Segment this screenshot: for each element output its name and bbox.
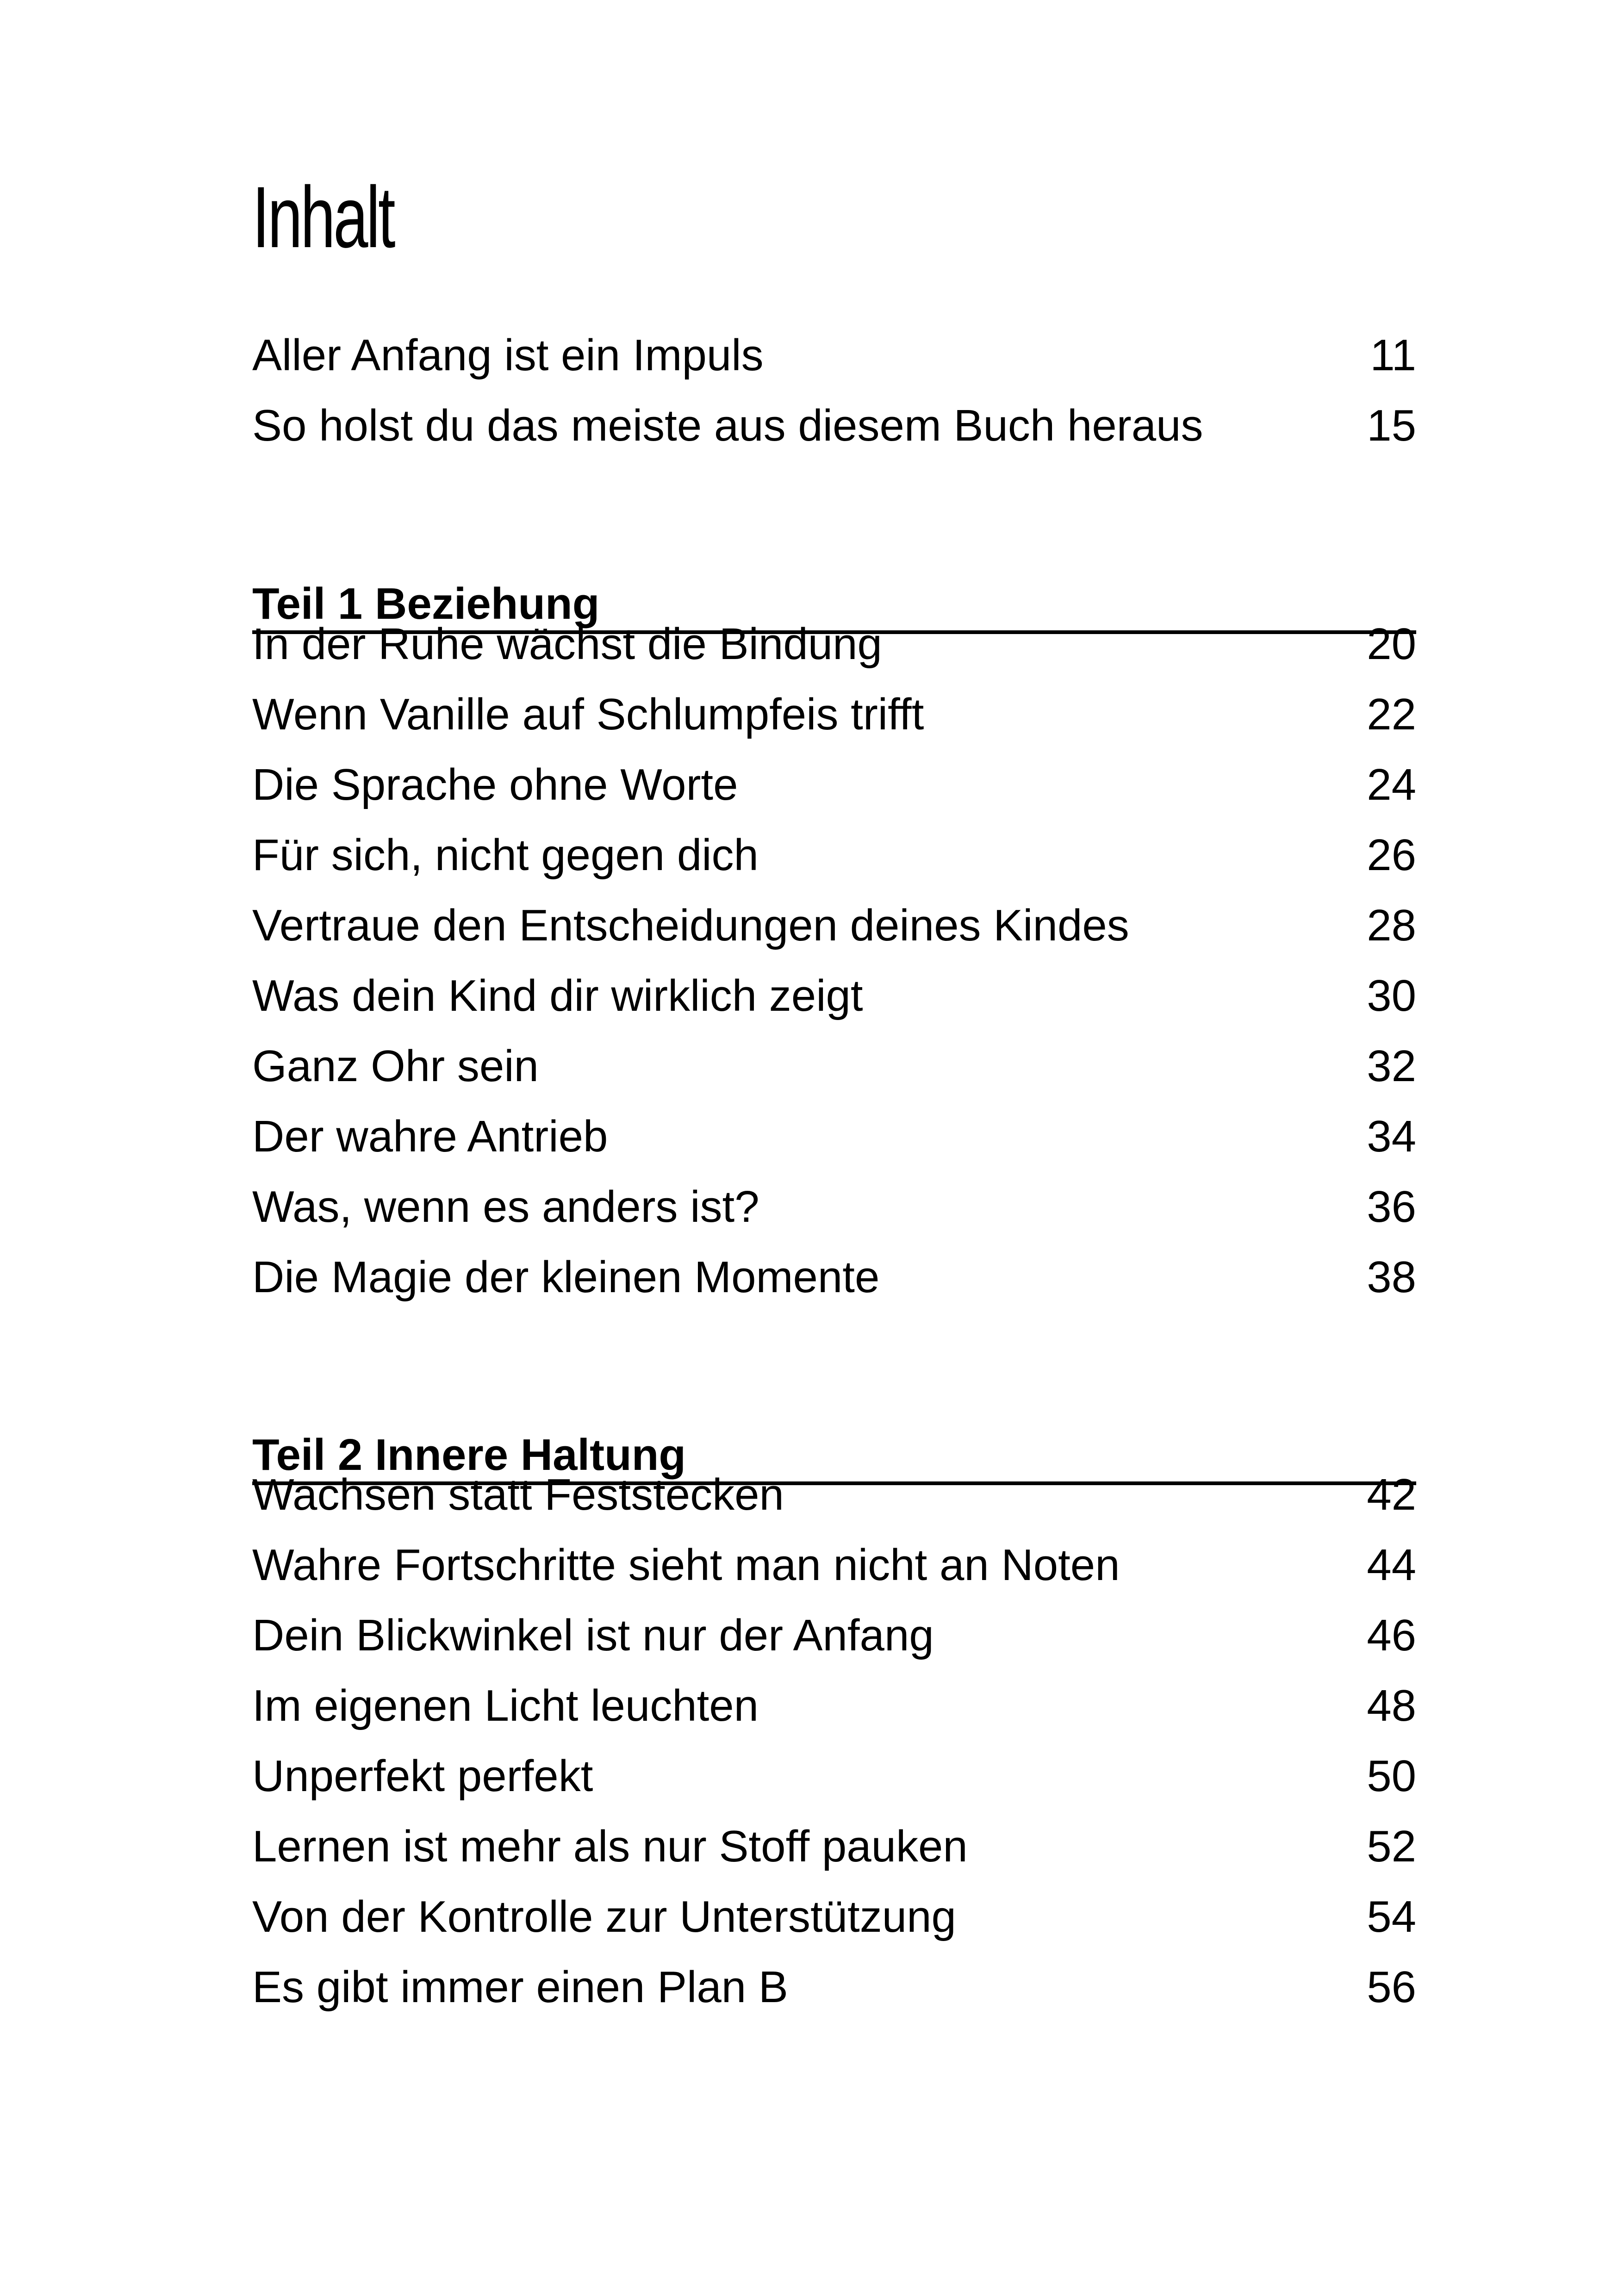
toc-entry [252, 1179, 1416, 1235]
toc-entry [252, 898, 1416, 953]
toc-entry-title: Von der Kontrolle zur Unterstützung [252, 1892, 956, 1941]
section-heading-teil-1: Teil 1 Beziehung [252, 579, 1416, 634]
toc-entry-title: So holst du das meiste aus diesem Buch heraus [252, 401, 1203, 450]
toc-entry-page-number: 54 [1367, 1892, 1416, 1941]
toc-entry-title: Für sich, nicht gegen dich [252, 830, 759, 880]
toc-entry-title: Wenn Vanille auf Schlumpfeis trifft [252, 690, 924, 739]
toc-entry [252, 1608, 1416, 1663]
toc-entry-page-number: 34 [1367, 1112, 1416, 1161]
toc-entry [252, 1748, 1416, 1804]
toc-entry-page-number: 11 [1370, 330, 1416, 380]
toc-entry [252, 1250, 1416, 1305]
toc-entry-title: Im eigenen Licht leuchten [252, 1681, 759, 1730]
toc-entry-page-number: 56 [1367, 1962, 1416, 2012]
toc-entry-page-number: 46 [1367, 1611, 1416, 1660]
toc-entry [252, 687, 1416, 742]
toc-entry-page-number: 26 [1367, 830, 1416, 880]
toc-entry-title: Die Magie der kleinen Momente [252, 1252, 880, 1302]
toc-entry-title: Wahre Fortschritte sieht man nicht an Noten [252, 1540, 1120, 1590]
toc-entry-title: Lernen ist mehr als nur Stoff pauken [252, 1822, 968, 1871]
toc-entry [252, 1039, 1416, 1094]
toc-entry-intro-2 [252, 398, 1416, 454]
toc-entry-page-number: 32 [1367, 1041, 1416, 1091]
toc-entry [252, 1467, 1416, 1523]
toc-entry-page-number: 22 [1367, 690, 1416, 739]
toc-entry-title: Unperfekt perfekt [252, 1751, 593, 1801]
toc-entry-page-number: 42 [1367, 1470, 1416, 1519]
toc-entry-page-number: 52 [1367, 1822, 1416, 1871]
toc-entry-page-number: 28 [1367, 901, 1416, 950]
toc-entry-title: Dein Blickwinkel ist nur der Anfang [252, 1611, 934, 1660]
toc-entry [252, 616, 1416, 672]
toc-entry [252, 968, 1416, 1024]
toc-entry-page-number: 24 [1367, 760, 1416, 809]
toc-entry-title: Ganz Ohr sein [252, 1041, 539, 1091]
toc-entry-page-number: 38 [1367, 1252, 1416, 1302]
toc-entry [252, 1960, 1416, 2015]
toc-entry-page-number: 36 [1367, 1182, 1416, 1232]
toc-entry-page-number: 44 [1367, 1540, 1416, 1590]
toc-entry-title: In der Ruhe wächst die Bindung [252, 619, 882, 669]
toc-entry [252, 1819, 1416, 1874]
toc-entry-title: Was, wenn es anders ist? [252, 1182, 759, 1232]
toc-entry-title: Aller Anfang ist ein Impuls [252, 330, 764, 380]
toc-entry-page-number: 48 [1367, 1681, 1416, 1730]
toc-entry-title: Der wahre Antrieb [252, 1112, 608, 1161]
toc-entry [252, 1109, 1416, 1164]
toc-entry-intro-1 [252, 328, 1416, 383]
toc-entry-page-number: 20 [1367, 619, 1416, 669]
toc-entry-title: Wachsen statt Feststecken [252, 1470, 784, 1519]
toc-entry [252, 1889, 1416, 1945]
toc-entry [252, 1678, 1416, 1734]
toc-entry-title: Es gibt immer einen Plan B [252, 1962, 788, 2012]
toc-entry [252, 1537, 1416, 1593]
toc-entry-title: Die Sprache ohne Worte [252, 760, 738, 809]
toc-entry-title: Was dein Kind dir wirklich zeigt [252, 971, 863, 1020]
toc-entry [252, 757, 1416, 813]
toc-entry-page-number: 15 [1367, 401, 1416, 450]
toc-entry-page-number: 50 [1367, 1751, 1416, 1801]
section-heading-teil-2: Teil 2 Innere Haltung [252, 1430, 1416, 1485]
page-title: Inhalt [252, 168, 394, 266]
toc-entry-page-number: 30 [1367, 971, 1416, 1020]
toc-entry [252, 828, 1416, 883]
toc-entry-title: Vertraue den Entscheidungen deines Kindes [252, 901, 1129, 950]
